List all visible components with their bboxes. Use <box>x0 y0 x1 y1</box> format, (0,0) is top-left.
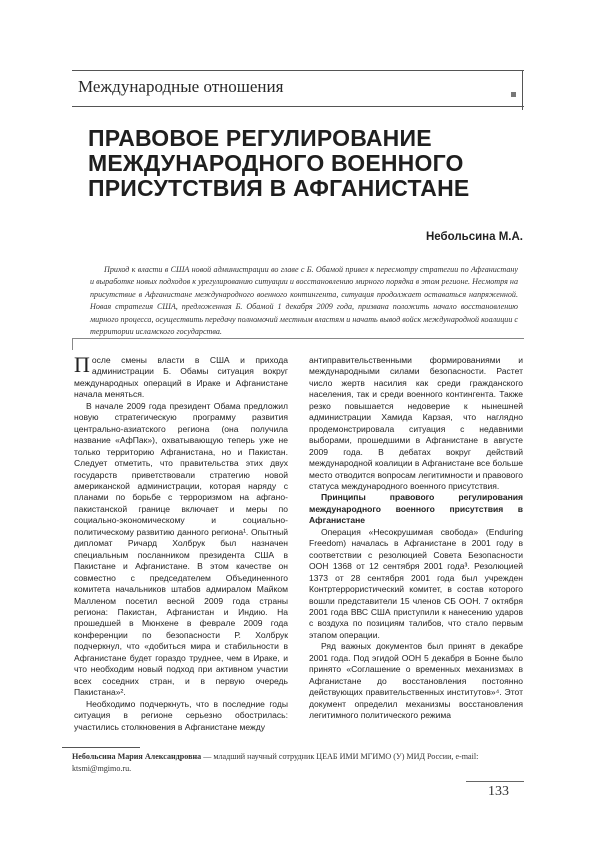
footnote-author-name: Небольсина Мария Александровна <box>72 752 202 761</box>
article-abstract: Приход к власти в США новой администрации во главе с Б. Обамой привел к пересмотру стратегии по Афганистану и выработке новых подходов к урегулированию ситуации и восстановлению мирного порядка в этом регионе. Несмотря на присутствие в Афганистане международного военного контингента, ситуация продолжает оставаться напряженной. Новая стратегия США, предложенная Б. Обамой 1 декабря 2009 года, призвана положить начало восстановлению мирного процесса, осуществить передачу полномочий местным властям и начать вывод войск международной коалиции с территории исламского государства. <box>90 265 518 337</box>
article-title <box>88 126 528 201</box>
article-title-line-1: ПРАВОВОЕ РЕГУЛИРОВАНИЕ <box>88 125 432 151</box>
paragraph: Операция «Несокрушимая свобода» (Enduring Freedom) началась в Афганистане в 2001 году в соответствии с резолюцией Совета Безопасности ООН 1368 от 12 сентября 2001 года³. Резолюцией 1373 от 28 сентября 2001 года был учрежден Контртеррористический комитет, в состав которого вошли представители 15 членов СБ ООН. 7 октября 2001 года ВВС США приступили к нанесению ударов с воздуха по позициям талибов, что стало первым этапом операции. <box>309 526 523 640</box>
article-author: Небольсина М.А. <box>425 231 523 243</box>
article-title-line-2: МЕЖДУНАРОДНОГО ВОЕННОГО <box>88 150 464 176</box>
paragraph: Необходимо подчеркнуть, что в последние годы ситуация в регионе серьезно обострилась: участились столкновения в Афганистане между <box>74 698 288 732</box>
abstract-bottom-rule <box>72 338 524 339</box>
header-square-marker <box>511 92 516 97</box>
page-number: 133 <box>488 784 509 799</box>
paragraph-text: осле смены власти в США и прихода администрации Б. Обамы ситуация вокруг международных операций в Ираке и Афганистане начала меняться. <box>74 355 288 400</box>
body-column-left <box>74 355 288 735</box>
author-footnote <box>72 751 524 774</box>
footnote-text: — младший научный сотрудник ЦЕАБ ИМИ МГИМО (У) МИД России, e-mail: ktsmi@mgimo.ru. <box>72 752 479 773</box>
body-column-right <box>309 355 523 735</box>
header-bottom-rule <box>72 106 524 107</box>
drop-cap: П <box>74 355 90 377</box>
header-top-rule <box>72 70 524 71</box>
footnote-rule <box>62 747 140 748</box>
header-corner-rule <box>522 70 523 110</box>
page-number-rule <box>466 781 524 782</box>
abstract-corner-rule <box>72 338 73 350</box>
article-title-line-3: ПРИСУТСТВИЯ В АФГАНИСТАНЕ <box>88 175 470 201</box>
paragraph <box>74 355 288 401</box>
section-subheading: Принципы правового регулирования международного военного присутствия в Афганистане <box>309 492 523 526</box>
paragraph: антиправительственными формированиями и международными силами безопасности. Растет число жертв насилия как среди гражданского населения, так и среди военного контингента. Также резко повышается недоверие к нынешней администрации Хамида Карзая, что наглядно продемонстрировала ситуация с недавними выборами, прошедшими в Афганистане в августе 2009 года. В дебатах вокруг действий международной коалиции в Афганистане все больше место отводится вопросам легитимности и правового статуса международного военного присутствия. <box>309 355 523 491</box>
paragraph: В начале 2009 года президент Обама предложил новую стратегическую программу развития центрально-азиатского региона (она получила название «АфПак»), охватывающую теперь уже не только территорию Афганистана, но и Пакистан. Следует отметить, что правительства этих двух государств приветствовали стратегию новой американской администрации, которая наряду с планами по борьбе с терроризмом на афгано-пакистанской границе включает и меры по социально-экономическому и социально-политическому развитию данного региона¹. Опытный дипломат Ричард Холбрук был назначен специальным посланником президента США в Пакистане и Афганистане. В этом качестве он совместно с председателем Объединенного комитета начальников штабов адмиралом Майком Малленом посетил весной 2009 года страны региона: Пакистан, Афганистан и Индию. На прошедшей в Мюнхене в феврале 2009 года конференции по безопасности Р. Холбрук подчеркнул, что «добиться мира и стабильности в Афганистане будет гораздо труднее, чем в Ираке, и что необходим новый подход при активном участии всех соседних стран, и в первую очередь Пакистана»². <box>74 400 288 698</box>
paragraph: Ряд важных документов был принят в декабре 2001 года. Под эгидой ООН 5 декабря в Бонне было принято «Соглашение о временных механизмах в Афганистане до восстановления постоянно действующих правительственных институтов»⁴. Этот документ определил механизмы восстановления легитимного политического режима <box>309 641 523 721</box>
section-title: Международные отношения <box>78 77 284 96</box>
